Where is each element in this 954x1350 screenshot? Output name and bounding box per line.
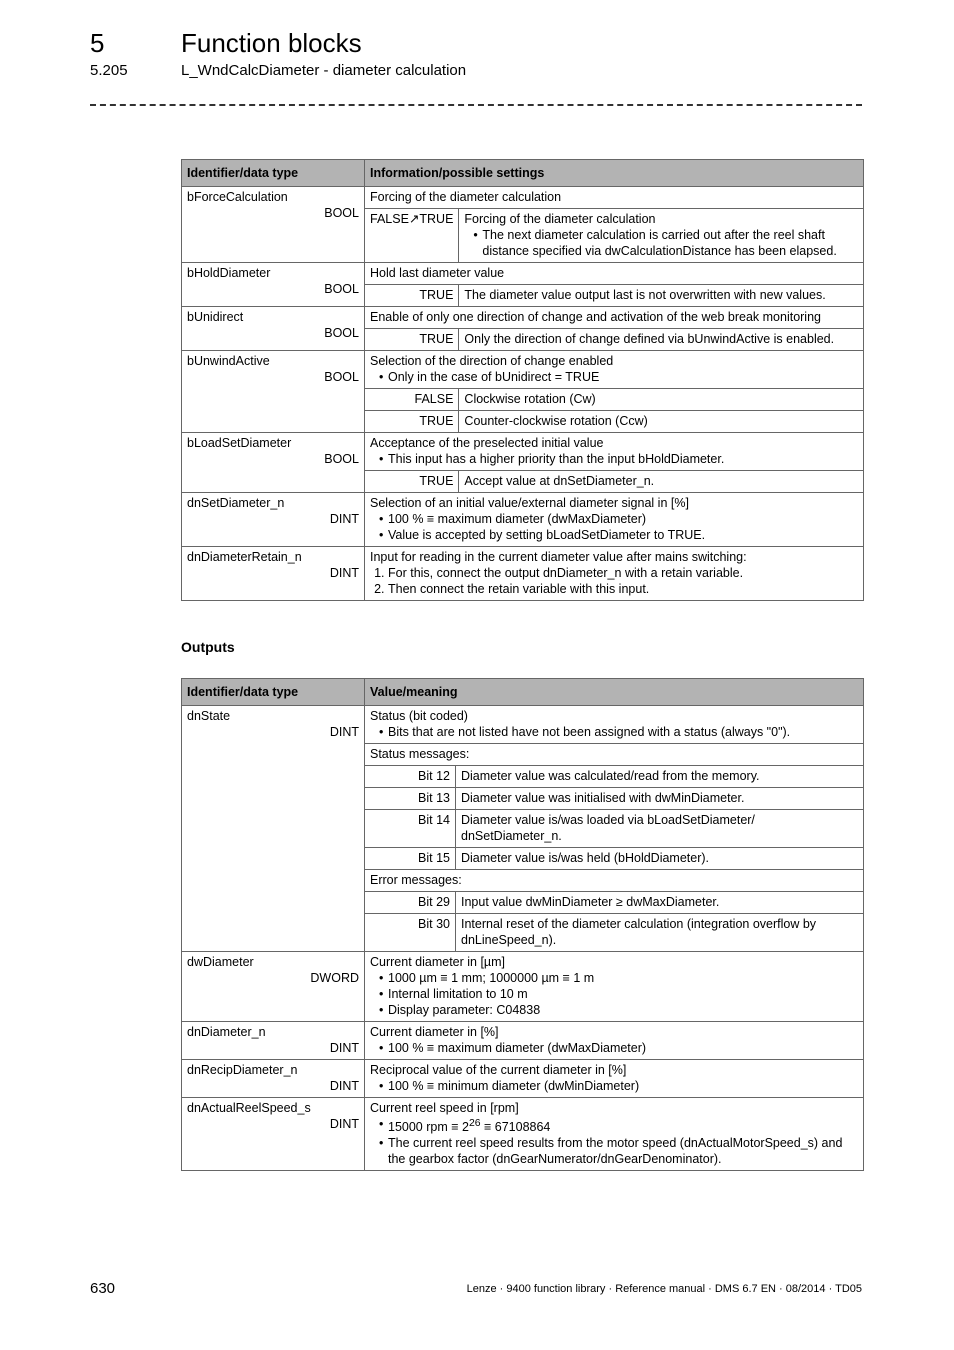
identifier: dnDiameter_n xyxy=(187,1025,266,1039)
identifier: dwDiameter xyxy=(187,955,254,969)
identifier-cell xyxy=(182,1022,365,1060)
data-type: DINT xyxy=(329,512,359,526)
identifier-cell xyxy=(182,187,365,263)
setting-key: FALSE↗TRUE xyxy=(365,209,459,263)
table-header-row xyxy=(182,679,864,706)
setting-value: Counter-clockwise rotation (Ccw) xyxy=(459,411,864,433)
identifier-cell xyxy=(182,1098,365,1171)
bullet-item: • Bits that are not listed have not been assigned with a status (always "0"). xyxy=(388,724,858,740)
info-text: Current reel speed in [rpm] xyxy=(370,1101,519,1115)
identifier-cell xyxy=(182,307,365,351)
bullet-item: • 100 % ≡ maximum diameter (dwMaxDiameter) xyxy=(388,511,858,527)
info-cell xyxy=(365,706,864,744)
identifier: bForceCalculation xyxy=(187,190,288,204)
data-type: BOOL xyxy=(324,326,359,340)
bit-meaning: Diameter value is/was held (bHoldDiameter). xyxy=(456,848,864,870)
info-text: Selection of the direction of change enabled xyxy=(370,354,614,368)
identifier-cell xyxy=(182,351,365,433)
setting-key: FALSE xyxy=(365,389,459,411)
bullet-item xyxy=(388,1116,858,1135)
info-cell xyxy=(365,1060,864,1098)
data-type: DINT xyxy=(329,1079,359,1093)
info-cell xyxy=(365,952,864,1022)
info-text: Selection of an initial value/external diameter signal in [%] xyxy=(370,496,689,510)
setting-key: TRUE xyxy=(365,471,459,493)
data-type: BOOL xyxy=(324,370,359,384)
info-cell xyxy=(365,493,864,547)
data-type: DINT xyxy=(329,566,359,580)
outputs-heading: Outputs xyxy=(181,639,235,655)
bit-meaning: Internal reset of the diameter calculation (integration overflow by dnLineSpeed_n). xyxy=(456,914,864,952)
bullet-item: • 1000 µm ≡ 1 mm; 1000000 µm ≡ 1 m xyxy=(388,970,858,986)
identifier-cell xyxy=(182,263,365,307)
bullet-item: • Display parameter: C04838 xyxy=(388,1002,858,1018)
section-title: L_WndCalcDiameter - diameter calculation xyxy=(181,62,467,79)
table-row xyxy=(182,1098,864,1171)
info-cell: Hold last diameter value xyxy=(365,263,864,285)
info-text: Status (bit coded) xyxy=(370,709,468,723)
bit-key: Bit 14 xyxy=(365,810,456,848)
info-cell: Enable of only one direction of change and activation of the web break monitoring xyxy=(365,307,864,329)
data-type: DINT xyxy=(329,1117,359,1131)
identifier-cell xyxy=(182,706,365,952)
status-messages-label: Status messages: xyxy=(365,744,864,766)
identifier-cell xyxy=(182,433,365,493)
table-row xyxy=(182,493,864,547)
table-row xyxy=(182,263,864,285)
setting-key: TRUE xyxy=(365,329,459,351)
column-header: Identifier/data type xyxy=(182,679,365,706)
data-type: DINT xyxy=(329,1041,359,1055)
table-row xyxy=(182,706,864,744)
info-text: Input for reading in the current diameter value after mains switching: xyxy=(370,550,747,564)
table-row xyxy=(182,547,864,601)
info-cell: Forcing of the diameter calculation xyxy=(365,187,864,209)
table-row xyxy=(182,1022,864,1060)
data-type: DWORD xyxy=(310,971,359,985)
table-row xyxy=(182,307,864,329)
identifier-cell xyxy=(182,952,365,1022)
identifier-cell xyxy=(182,1060,365,1098)
table-header-row xyxy=(182,160,864,187)
bullet-item: • Value is accepted by setting bLoadSetDiameter to TRUE. xyxy=(388,527,858,543)
bit-key: Bit 15 xyxy=(365,848,456,870)
info-cell xyxy=(365,351,864,389)
setting-key: TRUE xyxy=(365,411,459,433)
page-number: 630 xyxy=(90,1280,116,1297)
bit-meaning: Input value dwMinDiameter ≥ dwMaxDiameter. xyxy=(456,892,864,914)
data-type: DINT xyxy=(329,725,359,739)
identifier: bHoldDiameter xyxy=(187,266,271,280)
identifier: dnActualReelSpeed_s xyxy=(187,1101,311,1115)
table-row xyxy=(182,187,864,209)
identifier: dnSetDiameter_n xyxy=(187,496,285,510)
column-header: Information/possible settings xyxy=(365,160,864,187)
info-cell xyxy=(365,1098,864,1171)
section-number: 5.205 xyxy=(90,62,128,79)
speed-exponent: 26 xyxy=(468,1118,481,1129)
setting-text: Forcing of the diameter calculation xyxy=(464,212,656,226)
info-text: Current diameter in [µm] xyxy=(370,955,506,969)
info-cell xyxy=(365,547,864,601)
info-text: Current diameter in [%] xyxy=(370,1025,499,1039)
identifier: dnDiameterRetain_n xyxy=(187,550,302,564)
bit-meaning: Diameter value is/was loaded via bLoadSetDiameter/ dnSetDiameter_n. xyxy=(456,810,864,848)
bit-meaning: Diameter value was initialised with dwMinDiameter. xyxy=(456,788,864,810)
chapter-number: 5 xyxy=(90,28,105,58)
identifier: bUnidirect xyxy=(187,310,244,324)
speed-text: ≡ 67108864 xyxy=(480,1120,551,1135)
data-type: BOOL xyxy=(324,282,359,296)
info-text: Acceptance of the preselected initial value xyxy=(370,436,604,450)
table-row xyxy=(182,1060,864,1098)
step-item: 2. Then connect the retain variable with this input. xyxy=(388,581,858,597)
header-divider xyxy=(90,104,862,106)
chapter-title: Function blocks xyxy=(181,28,362,58)
info-text: Reciprocal value of the current diameter in [%] xyxy=(370,1063,627,1077)
column-header: Identifier/data type xyxy=(182,160,365,187)
identifier: dnRecipDiameter_n xyxy=(187,1063,298,1077)
error-messages-label: Error messages: xyxy=(365,870,864,892)
setting-value: Only the direction of change defined via bUnwindActive is enabled. xyxy=(459,329,864,351)
bullet-item: • This input has a higher priority than the input bHoldDiameter. xyxy=(388,451,858,467)
setting-value: The diameter value output last is not overwritten with new values. xyxy=(459,285,864,307)
data-type: BOOL xyxy=(324,206,359,220)
identifier: bLoadSetDiameter xyxy=(187,436,292,450)
bit-key: Bit 12 xyxy=(365,766,456,788)
info-cell xyxy=(365,433,864,471)
data-type: BOOL xyxy=(324,452,359,466)
identifier-cell xyxy=(182,493,365,547)
setting-value: Accept value at dnSetDiameter_n. xyxy=(459,471,864,493)
bullet-item: • The current reel speed results from the motor speed (dnActualMotorSpeed_s) and the gearbox factor (dnGearNumerator/dnGearDenominator). xyxy=(388,1135,858,1167)
speed-text: 15000 rpm ≡ 2 xyxy=(388,1120,469,1135)
bullet-item: • 100 % ≡ maximum diameter (dwMaxDiameter) xyxy=(388,1040,858,1056)
bullet-item: • The next diameter calculation is carried out after the reel shaft distance specified via dwCalculationDistance has been elapsed. xyxy=(482,227,858,259)
setting-value: Clockwise rotation (Cw) xyxy=(459,389,864,411)
identifier: bUnwindActive xyxy=(187,354,270,368)
identifier-cell xyxy=(182,547,365,601)
table-row xyxy=(182,433,864,471)
inputs-table xyxy=(181,159,864,601)
table-row xyxy=(182,952,864,1022)
info-cell xyxy=(365,1022,864,1060)
setting-key: TRUE xyxy=(365,285,459,307)
footer-note: Lenze · 9400 function library · Reference manual · DMS 6.7 EN · 08/2014 · TD05 xyxy=(466,1283,862,1295)
bit-key: Bit 29 xyxy=(365,892,456,914)
bullet-item: • 100 % ≡ minimum diameter (dwMinDiameter) xyxy=(388,1078,858,1094)
bullet-item: • Only in the case of bUnidirect = TRUE xyxy=(388,369,858,385)
column-header: Value/meaning xyxy=(365,679,864,706)
bit-meaning: Diameter value was calculated/read from the memory. xyxy=(456,766,864,788)
table-row xyxy=(182,351,864,389)
step-item: 1. For this, connect the output dnDiameter_n with a retain variable. xyxy=(388,565,858,581)
setting-value xyxy=(459,209,864,263)
bullet-item: • Internal limitation to 10 m xyxy=(388,986,858,1002)
bit-key: Bit 30 xyxy=(365,914,456,952)
bit-key: Bit 13 xyxy=(365,788,456,810)
identifier: dnState xyxy=(187,709,231,723)
outputs-table xyxy=(181,678,864,1171)
